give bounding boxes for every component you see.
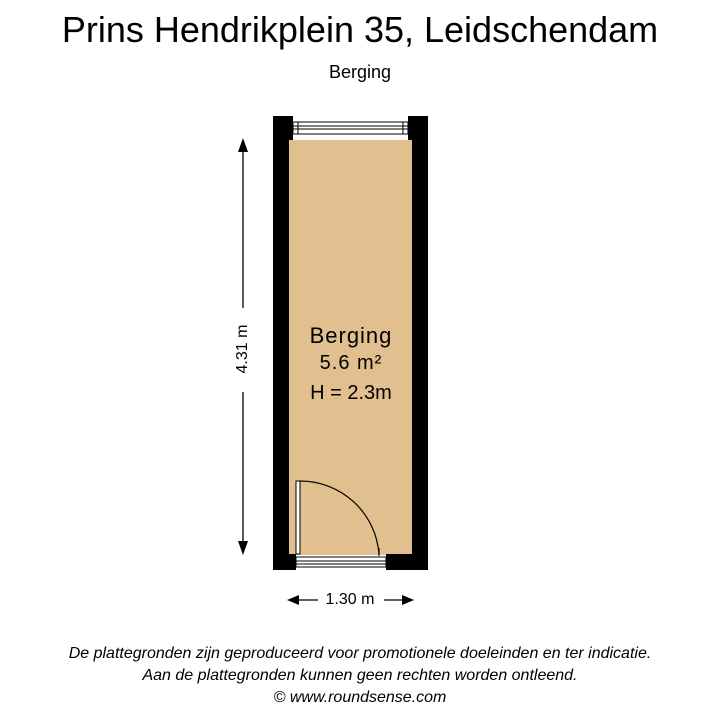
- wall-right: [412, 116, 428, 570]
- wall-top-right: [408, 116, 428, 140]
- disclaimer-line-1: De plattegronden zijn geproduceerd voor promotionele doeleinden en ter indicatie.: [68, 645, 652, 662]
- wall-bottom-right: [386, 554, 428, 570]
- wall-bottom-left: [273, 554, 296, 570]
- door-threshold: [296, 557, 386, 567]
- room-label: Berging: [309, 323, 393, 348]
- copyright-line: © www.roundsense.com: [273, 689, 447, 706]
- room-height: H = 2.3m: [310, 382, 392, 404]
- page-title: Prins Hendrikplein 35, Leidschendam: [61, 9, 659, 50]
- floor-subtitle: Berging: [328, 62, 392, 82]
- disclaimer-line-2: Aan de plattegronden kunnen geen rechten worden ontleend.: [142, 667, 578, 684]
- wall-top-left: [273, 116, 293, 140]
- length-label: 4.31 m: [234, 324, 251, 374]
- width-label-text: 1.30 m: [320, 591, 381, 608]
- room-area: 5.6 m²: [319, 352, 383, 374]
- width-label: [300, 589, 400, 611]
- wall-left: [273, 116, 289, 570]
- window-top: [293, 122, 408, 134]
